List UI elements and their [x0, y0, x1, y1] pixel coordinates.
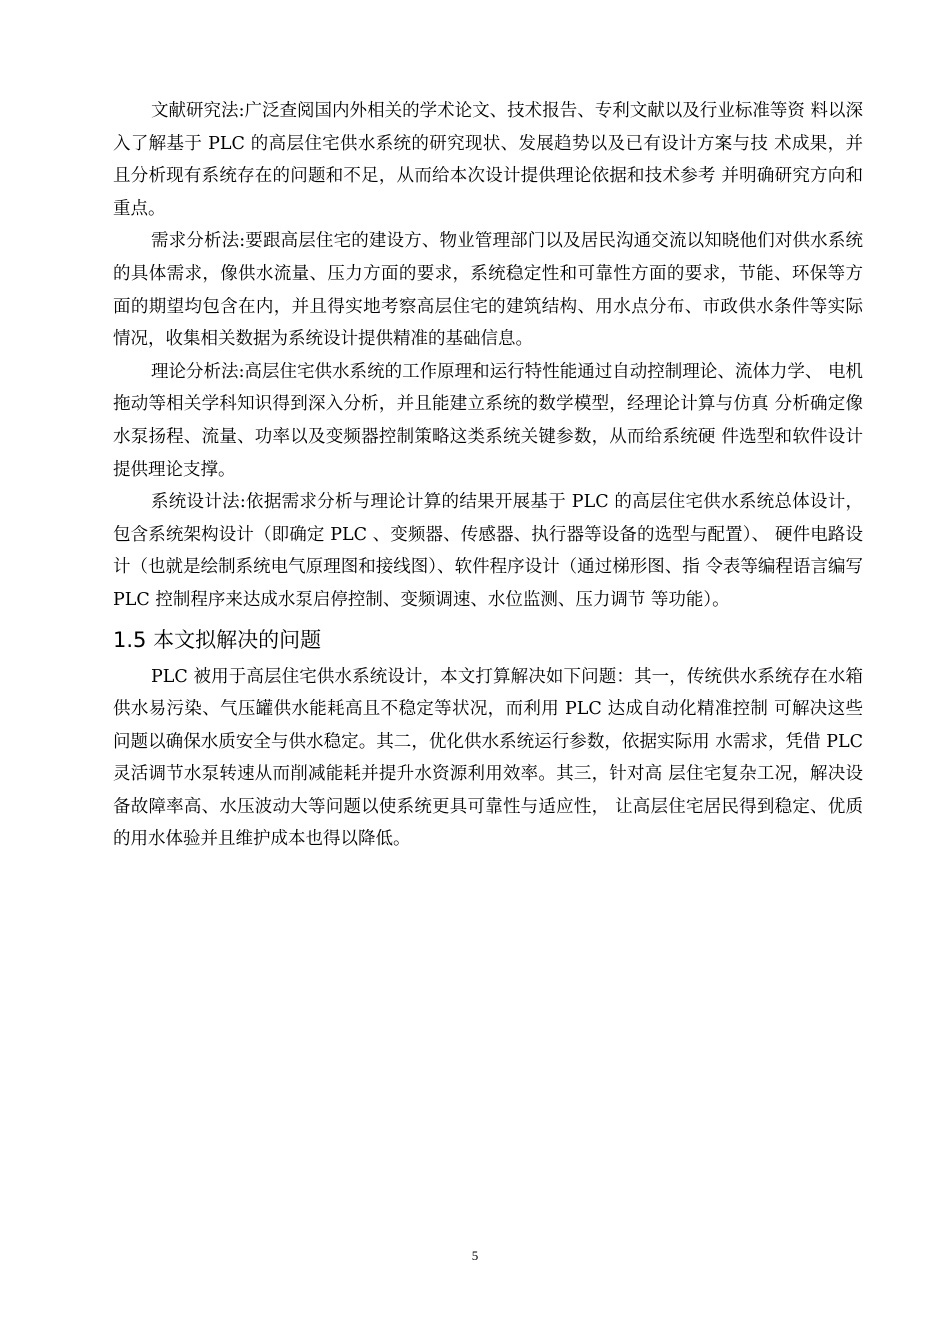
paragraph-system-design: 系统设计法:依据需求分析与理论计算的结果开展基于 PLC 的高层住宅供水系统总体设计，包含系统架构设计（即确定 PLC 、变频器、传感器、执行器等设备的选型与配置）、 硬件电路设计（也就是绘制系统电气原理图和接线图）、软件程序设计（通过梯形图、指 令表等编程语言编写 PLC 控制程序来达成水泵启停控制、变频调速、水位监测、压力调节 等功能）。 [113, 492, 863, 610]
paragraph-problems-to-solve: PLC 被用于高层住宅供水系统设计，本文打算解决如下问题：其一，传统供水系统存在水箱供水易污染、气压罐供水能耗高且不稳定等状况，而利用 PLC 达成自动化精准控制 可解决这些问题以确保水质安全与供水稳定。其二，优化供水系统运行参数，依据实际用 水需求，凭借 PLC 灵活调节水泵转速从而削减能耗并提升水资源利用效率。其三，针对高 层住宅复杂工况，解决设备故障率高、水压波动大等问题以使系统更具可靠性与适应性， 让高层住宅居民得到稳定、优质的用水体验并且维护成本也得以降低。 [113, 666, 863, 850]
page-number: 5 [471, 1248, 479, 1263]
paragraph-theoretical-analysis: 理论分析法:高层住宅供水系统的工作原理和运行特性能通过自动控制理论、流体力学、 电机拖动等相关学科知识得到深入分析，并且能建立系统的数学模型，经理论计算与仿真 分析确定像水泵扬程、流量、功率以及变频器控制策略这类系统关键参数，从而给系统硬 件选型和软件设计提供理论支撑。 [113, 361, 863, 480]
paragraph-literature-research: 文献研究法:广泛查阅国内外相关的学术论文、技术报告、专利文献以及行业标准等资 料以深入了解基于 PLC 的高层住宅供水系统的研究现状、发展趋势以及已有设计方案与技 术成果，并且分析现有系统存在的问题和不足，从而给本次设计提供理论依据和技术参考 并明确研究方向和重点。 [113, 101, 863, 219]
paragraph-requirements-analysis: 需求分析法:要跟高层住宅的建设方、物业管理部门以及居民沟通交流以知晓他们对供水系统的具体需求，像供水流量、压力方面的要求，系统稳定性和可靠性方面的要求，节能、环保等方面的期望均包含在内，并且得实地考察高层住宅的建筑结构、用水点分布、市政供水条件等实际情况，收集相关数据为系统设计提供精准的基础信息。 [113, 231, 863, 350]
page-body [113, 95, 863, 856]
section-heading: 1.5 本文拟解决的问题 [113, 627, 322, 652]
